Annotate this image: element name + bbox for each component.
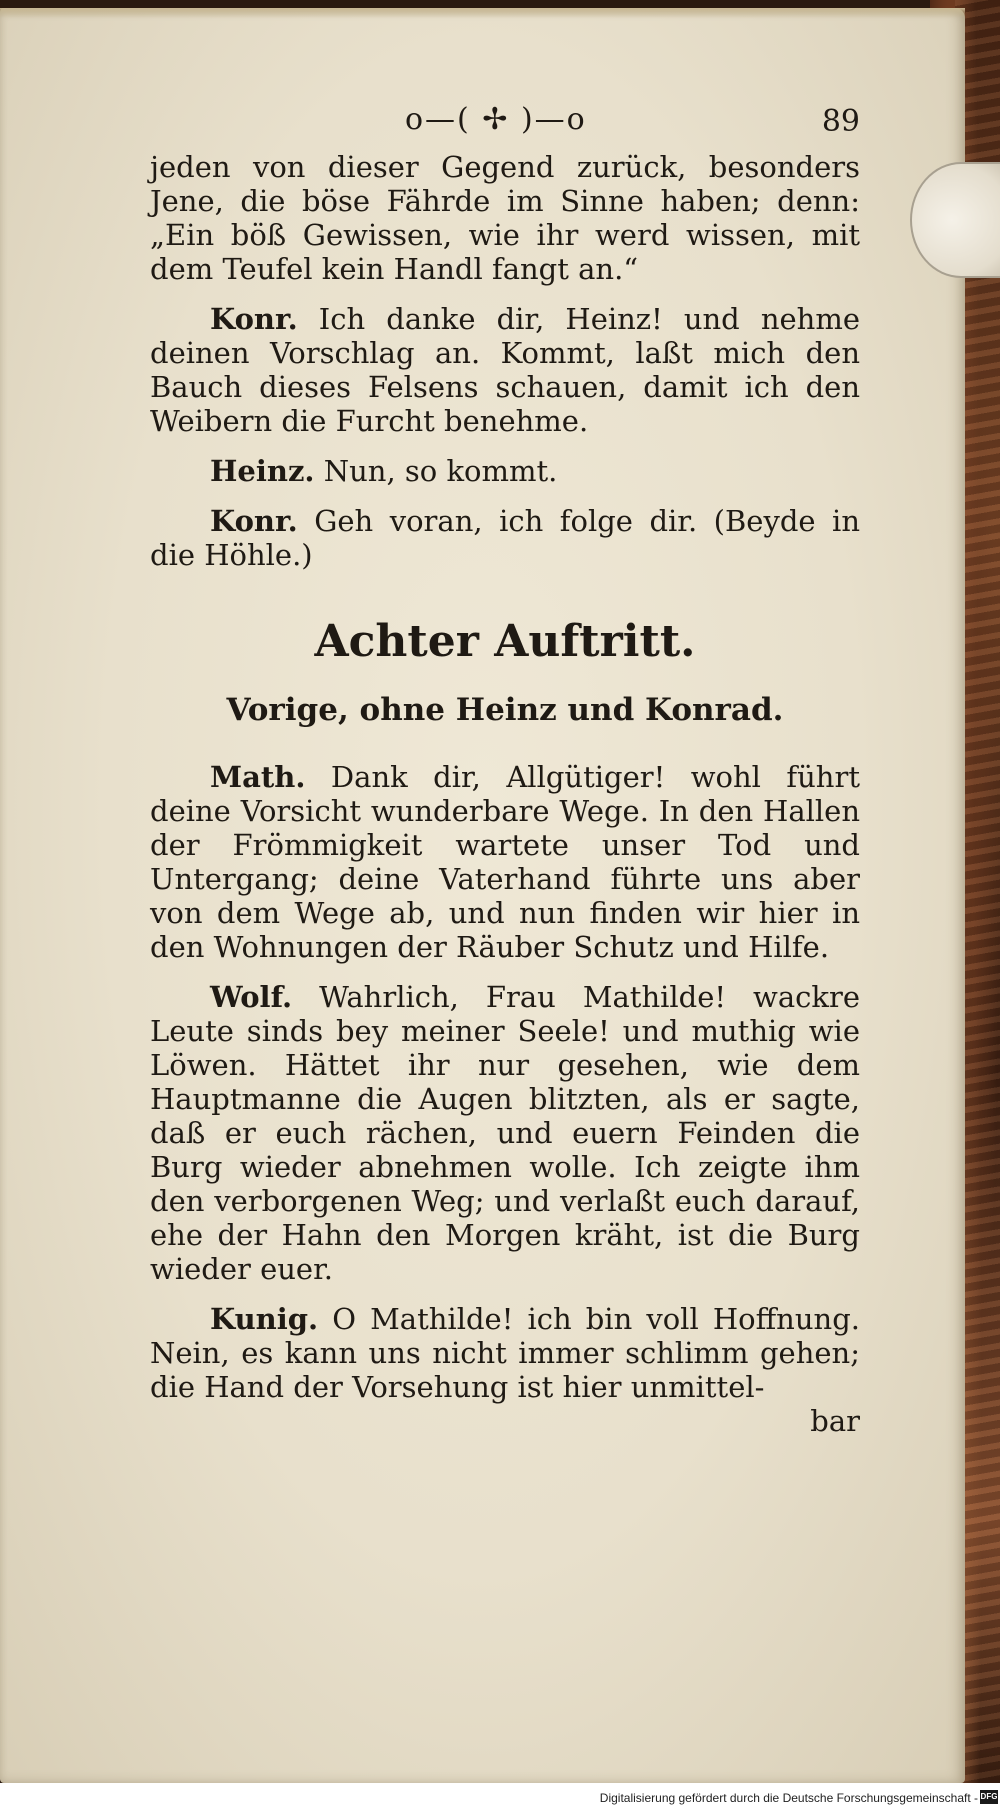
paragraph-continuation <box>150 150 860 286</box>
dialogue-text: Ich danke dir, Heinz! und nehme deinen Vorschlag an. Kommt, laßt mich den Bauch dieses Felsens schauen, damit ich den Weibern die Furcht benehme. <box>150 302 860 438</box>
page-top-edge <box>0 8 965 18</box>
dialogue-konrad-1 <box>150 302 860 438</box>
speaker-label: Math. <box>210 760 306 794</box>
running-header <box>150 100 860 150</box>
speaker-label: Wolf. <box>210 980 293 1014</box>
speaker-label: Heinz. <box>210 454 315 488</box>
scene-cast: Vorige, ohne Heinz und Konrad. <box>226 692 784 728</box>
dialogue-wolf <box>150 980 860 1286</box>
dfg-logo: DFG <box>980 1790 998 1804</box>
dialogue-text: Nun, so kommt. <box>323 454 558 488</box>
dialogue-konrad-2 <box>150 504 860 572</box>
dialogue-kunigunde <box>150 1302 860 1404</box>
speaker-label: Konr. <box>210 504 298 538</box>
dialogue-text: Wahrlich, Frau Mathilde! wackre Leute sinds bey meiner Seele! und muthig wie Löwen. Hättet ihr nur gesehen, wie dem Hauptmanne die Augen blitzten, als er sagte, daß er euch rächen, und euern Feinden die Burg wieder abnehmen wolle. Ich zeigte ihm den verborgenen Weg; und verlaßt euch darauf, ehe der Hahn den Morgen kräht, ist die Burg wieder euer. <box>150 980 860 1286</box>
page-number: 89 <box>821 104 860 139</box>
header-ornament: o—( ✢ )—o <box>405 102 587 137</box>
digitization-credit: Digitalisierung gefördert durch die Deutsche Forschungsgemeinschaft - <box>599 1791 978 1805</box>
dialogue-text: O Mathilde! ich bin voll Hoffnung. Nein, es kann uns nicht immer schlimm gehen; die Hand der Vorsehung ist hier unmittel- <box>150 1302 860 1404</box>
catchword: bar <box>810 1404 860 1438</box>
speaker-label: Kunig. <box>210 1302 319 1336</box>
dialogue-text: Geh voran, ich folge dir. (Beyde in die Höhle.) <box>150 504 861 572</box>
dialogue-heinz <box>150 454 860 488</box>
dialogue-text: Dank dir, Allgütiger! wohl führt deine Vorsicht wunderbare Wege. In den Hallen der Frömmigkeit wartete unser Tod und Untergang; deine Vaterhand führte uns aber von dem Wege ab, und nun finden wir hier in den Wohnungen der Räuber Schutz und Hilfe. <box>150 760 860 964</box>
scene-title: Achter Auftritt. <box>314 616 696 667</box>
paragraph-text: jeden von dieser Gegend zurück, besonders Jene, die böse Fährde im Sinne haben; denn: „Ein böß Gewissen, wie ihr werd wissen, mit dem Teufel kein Handl fangt an.“ <box>150 150 860 286</box>
dialogue-mathilde <box>150 760 860 964</box>
speaker-label: Konr. <box>210 302 298 336</box>
page-text <box>150 100 860 1438</box>
